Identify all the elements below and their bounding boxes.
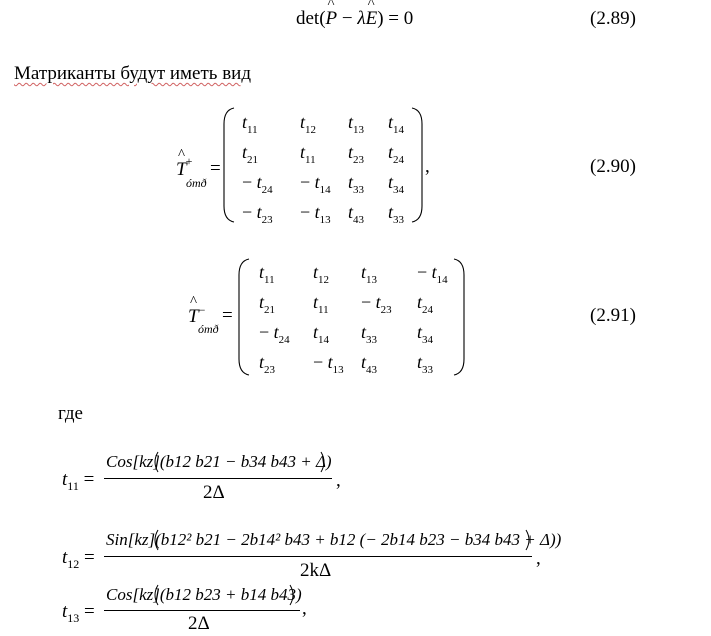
t11-fraction-bar	[104, 478, 332, 479]
t-minus-symbol: ^ T	[188, 306, 199, 328]
matrix-cell: $t_{34}$	[417, 322, 434, 346]
t13-sub: 13	[67, 611, 80, 625]
t13-comma: ,	[302, 598, 307, 619]
t12-denominator: 2kΔ	[300, 560, 332, 581]
t-plus-symbol: ^ T	[176, 159, 187, 181]
matrix-cell: $t_{13}$	[361, 262, 378, 286]
matrix-cell: $t_{11}$	[259, 262, 275, 286]
matrix-cell: $t_{33}$	[348, 172, 365, 196]
intro-text-content: Матриканты будут иметь вид	[14, 63, 252, 84]
matrix-cell: $t_{11}$	[300, 142, 316, 166]
matrix-cell: $t_{23}$	[348, 142, 365, 166]
t12-symbol: t	[62, 547, 68, 568]
matrix-cell: $t_{13}$	[348, 112, 365, 136]
matrix-cell: $t_{24}$	[388, 142, 405, 166]
t13-fraction-bar	[104, 610, 300, 611]
matrix-cell: $t_{12}$	[300, 112, 317, 136]
matrix-cell: $t_{12}$	[313, 262, 330, 286]
operator-e: ^ E	[366, 8, 378, 30]
t13-symbol: t	[62, 601, 68, 622]
matrix-cell: $t_{43}$	[361, 352, 378, 376]
matrix-cell: $t_{11}$	[242, 112, 258, 136]
matrix-cell: $t_{14}$	[313, 322, 330, 346]
matrix-cell: $t_{21}$	[259, 292, 276, 316]
t-minus-equals: =	[222, 305, 233, 326]
equation-number-2-91: (2.91)	[590, 305, 636, 326]
t-minus-sub: ómð	[198, 322, 219, 336]
t11-sub: 11	[67, 479, 79, 493]
t12-numerator: Sin[kz](b12² b21 − 2b14² b43 + b12 (− 2b14 b23 − b34 b43 + Δ))	[106, 530, 562, 549]
matrix-cell: − $t_{14}$	[417, 262, 448, 286]
t12-lhs: $t_{12}$ =	[62, 547, 95, 571]
matrix-cell: − $t_{13}$	[300, 202, 331, 226]
equation-number-2-90: (2.90)	[590, 156, 636, 177]
t11-numerator: Cos[kz](b12 b21 − b34 b43 + Δ)	[106, 452, 332, 471]
matrix-t-minus	[249, 262, 454, 374]
matrix-cell: $t_{34}$	[388, 172, 405, 196]
matrix-t-plus	[234, 112, 412, 226]
matrix-cell: $t_{14}$	[388, 112, 405, 136]
t13-lhs: $t_{13}$ =	[62, 601, 95, 625]
equation-number-2-89: (2.89)	[590, 8, 636, 29]
t11-denominator: 2Δ	[203, 482, 225, 503]
where-text: где	[58, 403, 83, 424]
t11-comma: ,	[336, 470, 341, 491]
matrix-cell: − $t_{24}$	[242, 172, 273, 196]
minus-sign: −	[337, 8, 358, 29]
t-plus-equals: =	[210, 158, 221, 179]
t12-fraction-bar	[104, 556, 532, 557]
t-plus-sub: ómð	[186, 176, 207, 190]
matrix-cell: − $t_{14}$	[300, 172, 331, 196]
t11-symbol: t	[62, 469, 68, 490]
matrix-cell: $t_{11}$	[313, 292, 329, 316]
t-plus-comma: ,	[425, 156, 430, 177]
matrix-cell: $t_{33}$	[361, 322, 378, 346]
matrix-cell: $t_{21}$	[242, 142, 259, 166]
t13-denominator: 2Δ	[188, 613, 210, 634]
matrix-cell: − $t_{23}$	[361, 292, 392, 316]
t-minus-sup: −	[198, 303, 206, 317]
lambda-symbol: λ	[357, 8, 366, 29]
matrix-cell: − $t_{13}$	[313, 352, 344, 376]
matrix-cell: $t_{24}$	[417, 292, 434, 316]
matrix-cell: $t_{43}$	[348, 202, 365, 226]
det-lhs: det(	[296, 8, 326, 29]
t13-numerator: Cos[kz](b12 b23 + b14 b43)	[106, 585, 302, 604]
matrix-cell: $t_{23}$	[259, 352, 276, 376]
matrix-cell: $t_{33}$	[417, 352, 434, 376]
t11-lhs: $t_{11}$ =	[62, 469, 95, 493]
t12-comma: ,	[536, 548, 541, 569]
operator-p: ^ P	[326, 8, 338, 30]
det-rhs: ) = 0	[377, 8, 414, 29]
matrix-cell: − $t_{23}$	[242, 202, 273, 226]
t12-sub: 12	[67, 557, 80, 571]
t-plus-sup: +	[185, 154, 193, 168]
matrix-cell: $t_{33}$	[388, 202, 405, 226]
matrix-cell: − $t_{24}$	[259, 322, 290, 346]
